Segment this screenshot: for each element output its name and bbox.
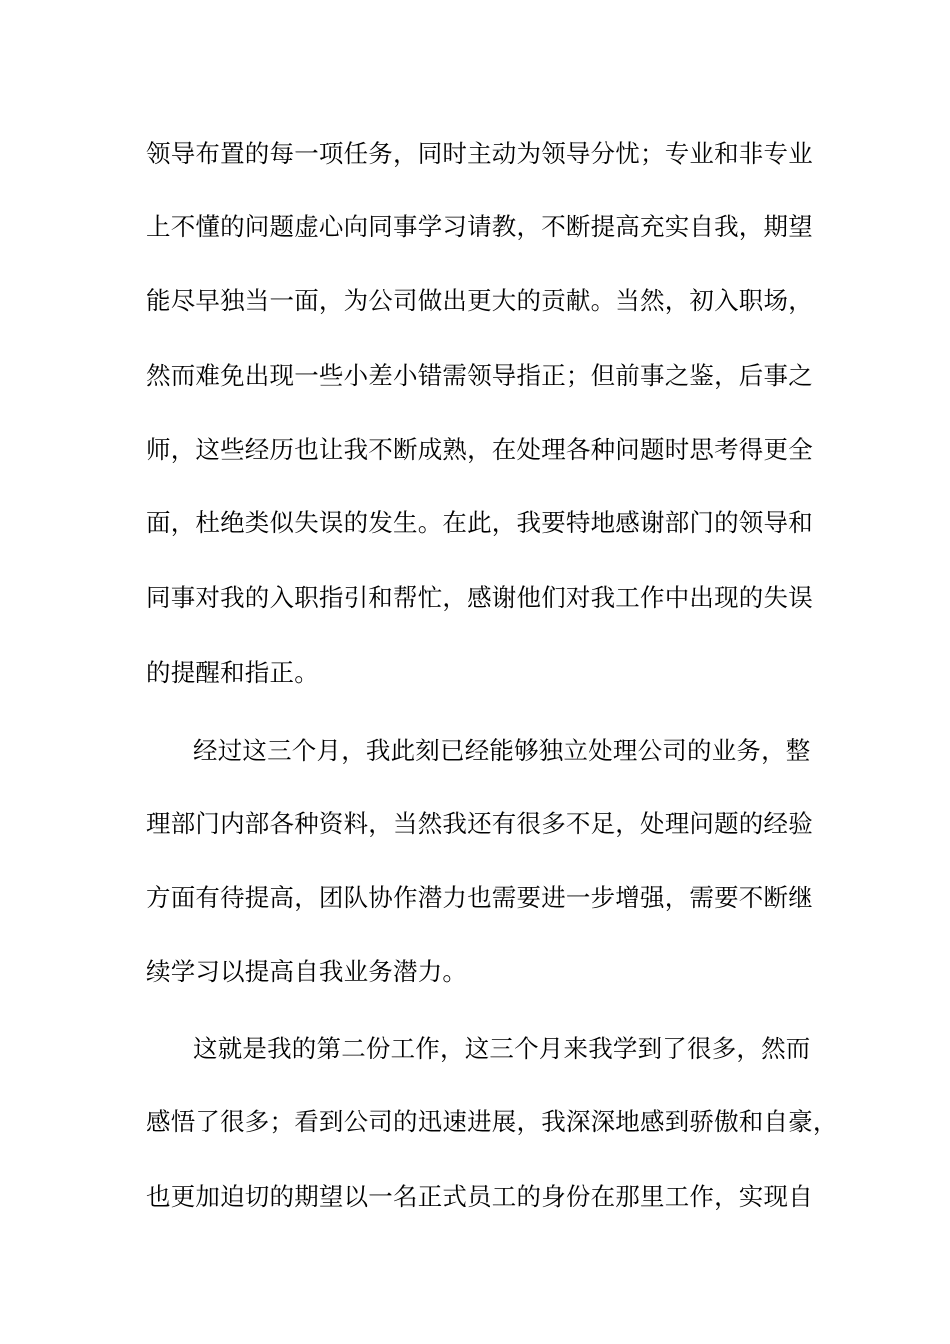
paragraph-1-line-7: 同事对我的入职指引和帮忙，感谢他们对我工作中出现的失误	[146, 583, 813, 612]
paragraph-1-line-3: 能尽早独当一面，为公司做出更大的贡献。当然，初入职场，	[146, 286, 813, 315]
paragraph-1-line-6: 面，杜绝类似失误的发生。在此，我要特地感谢部门的领导和	[146, 508, 813, 537]
paragraph-1-line-4: 然而难免出现一些小差小错需领导指正；但前事之鉴，后事之	[146, 361, 813, 390]
paragraph-2-line-3: 方面有待提高，团队协作潜力也需要进一步增强，需要不断继	[146, 883, 813, 912]
paragraph-1-line-5: 师，这些经历也让我不断成熟，在处理各种问题时思考得更全	[146, 435, 813, 464]
paragraph-3-line-3: 也更加迫切的期望以一名正式员工的身份在那里工作，实现自	[146, 1182, 813, 1211]
paragraph-1-line-2: 上不懂的问题虚心向同事学习请教，不断提高充实自我，期望	[146, 212, 813, 241]
paragraph-3-line-1: 这就是我的第二份工作，这三个月来我学到了很多，然而	[193, 1034, 811, 1063]
paragraph-1-line-8: 的提醒和指正。	[146, 658, 319, 687]
paragraph-1-line-1: 领导布置的每一项任务，同时主动为领导分忧；专业和非专业	[146, 139, 813, 168]
paragraph-2-line-2: 理部门内部各种资料，当然我还有很多不足，处理问题的经验	[146, 809, 813, 838]
paragraph-2-line-4: 续学习以提高自我业务潜力。	[146, 957, 468, 986]
paragraph-2-line-1: 经过这三个月，我此刻已经能够独立处理公司的业务，整	[193, 736, 811, 765]
paragraph-3-line-2: 感悟了很多；看到公司的迅速进展，我深深地感到骄傲和自豪，	[146, 1107, 838, 1136]
